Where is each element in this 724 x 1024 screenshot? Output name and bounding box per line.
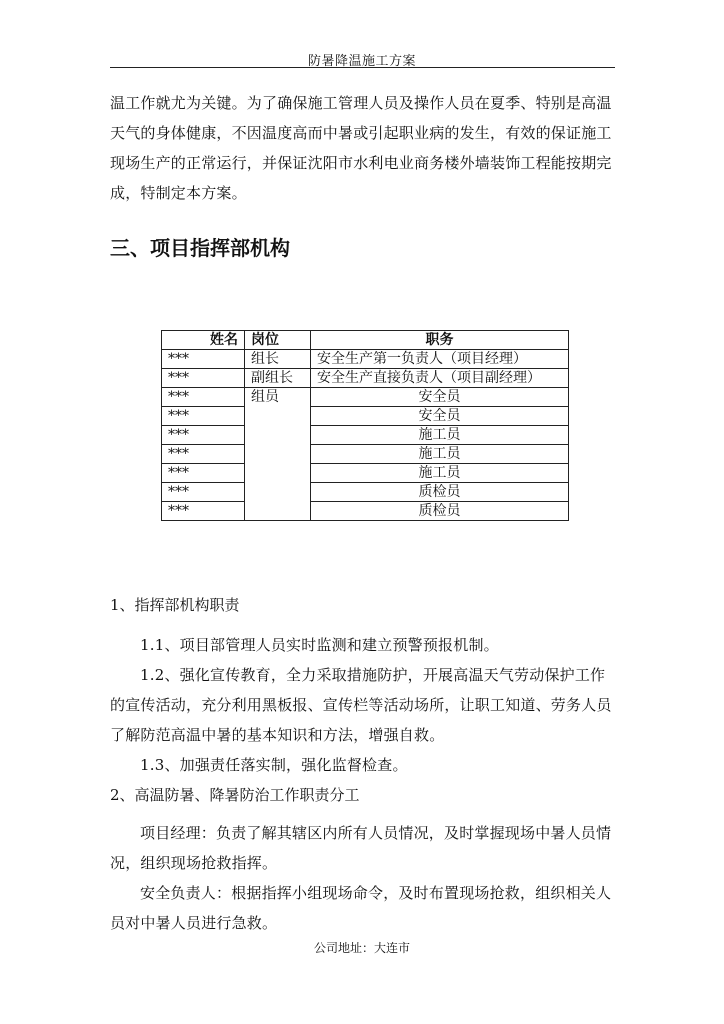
cell-duty: 施工员	[311, 464, 569, 483]
header-divider	[110, 67, 615, 68]
responsibility-list	[110, 630, 615, 780]
table-row	[162, 407, 569, 426]
cell-duty: 施工员	[311, 426, 569, 445]
cell-duty: 安全员	[311, 407, 569, 426]
cell-duty: 质检员	[311, 502, 569, 521]
duty-paragraph: 安全负责人：根据指挥小组现场命令，及时布置现场抢救，组织相关人员对中暑人员进行急救。	[110, 884, 612, 932]
subheading-duty-division: 2、高温防暑、降暑防治工作职责分工	[110, 786, 360, 804]
cell-name: ***	[162, 483, 245, 502]
cell-duty: 施工员	[311, 445, 569, 464]
cell-role: 副组长	[245, 369, 311, 388]
list-item: 1.1、项目部管理人员实时监测和建立预警预报机制。	[140, 636, 499, 654]
cell-name: ***	[162, 369, 245, 388]
page-header-title: 防暑降温施工方案	[307, 54, 416, 69]
column-header-role: 岗位	[245, 331, 311, 350]
cell-name: ***	[162, 350, 245, 369]
duty-list	[110, 818, 615, 938]
section-title: 三、项目指挥部机构	[110, 236, 290, 260]
table-row	[162, 350, 569, 369]
cell-name: ***	[162, 502, 245, 521]
cell-duty: 安全员	[311, 388, 569, 407]
table-row	[162, 445, 569, 464]
table-row	[162, 388, 569, 407]
cell-duty: 安全生产第一负责人（项目经理）	[311, 350, 569, 369]
intro-paragraph: 温工作就尤为关键。为了确保施工管理人员及操作人员在夏季、特别是高温天气的身体健康，不因温度高而中暑或引起职业病的发生，有效的保证施工现场生产的正常运行，并保证沈阳市水利电业商务楼外墙装饰工程能按期完成，特制定本方案。	[110, 94, 612, 202]
list-item: 1.2、强化宣传教育，全力采取措施防护，开展高温天气劳动保护工作的宣传活动，充分利用黑板报、宣传栏等活动场所，让职工知道、劳务人员了解防范高温中暑的基本知识和方法，增强自救。	[110, 666, 612, 744]
table-row	[162, 464, 569, 483]
cell-name: ***	[162, 464, 245, 483]
staff-table	[161, 330, 569, 521]
table-row	[162, 502, 569, 521]
list-item: 1.3、加强责任落实制，强化监督检查。	[140, 756, 408, 774]
cell-name: ***	[162, 426, 245, 445]
cell-duty: 质检员	[311, 483, 569, 502]
cell-name: ***	[162, 388, 245, 407]
cell-name: ***	[162, 445, 245, 464]
cell-name: ***	[162, 407, 245, 426]
cell-role: 组长	[245, 350, 311, 369]
cell-duty: 安全生产直接负责人（项目副经理）	[311, 369, 569, 388]
cell-role-merged: 组员	[245, 388, 311, 521]
table-header-row	[162, 331, 569, 350]
table-row	[162, 426, 569, 445]
table-row	[162, 369, 569, 388]
duty-paragraph: 项目经理：负责了解其辖区内所有人员情况，及时掌握现场中暑人员情况，组织现场抢救指挥。	[110, 824, 612, 872]
subheading-responsibilities: 1、指挥部机构职责	[110, 596, 240, 614]
table-row	[162, 483, 569, 502]
page-footer: 公司地址：大连市	[313, 941, 410, 955]
column-header-name: 姓名	[162, 331, 245, 350]
column-header-duty: 职务	[311, 331, 569, 350]
